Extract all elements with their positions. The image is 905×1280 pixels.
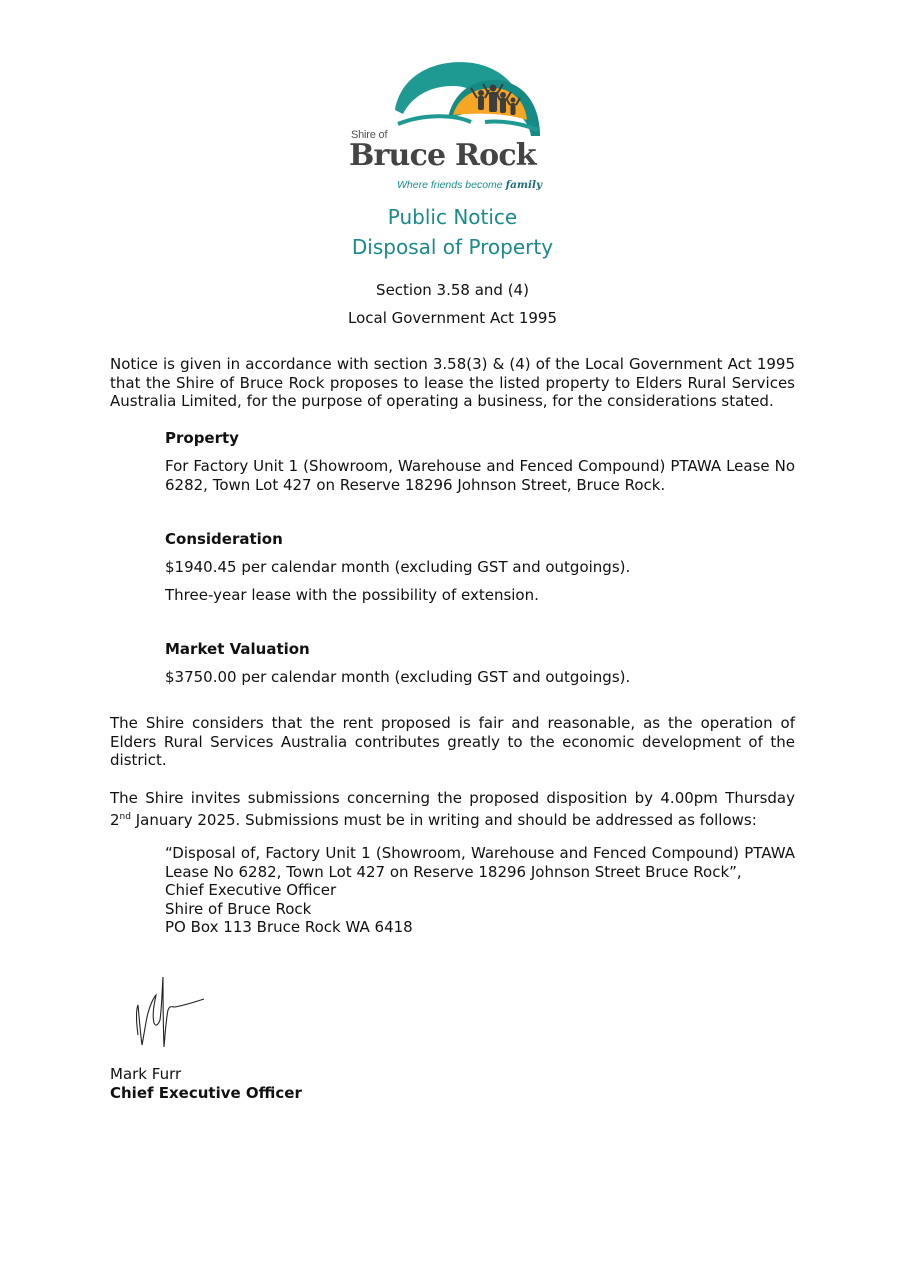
property-heading: Property [165,429,239,447]
notice-title: Public Notice [387,205,518,229]
signatory-title: Chief Executive Officer [110,1084,302,1102]
consideration-term: Three-year lease with the possibility of extension. [165,586,539,604]
signature-icon [130,975,210,1055]
act-reference: Local Government Act 1995 [347,309,558,327]
intro-paragraph: Notice is given in accordance with section 3.58(3) & (4) of the Local Government Act 1995 that the Shire of Bruce Rock proposes to lease the listed property to Elders Rural Services Australia Limited, for the purpose of operating a business, for the considerations stated. [110,355,795,410]
submissions-text-start: The Shire invites submissions concerning the proposed disposition by 4.00pm Thursday 2 [110,789,795,829]
fairness-paragraph: The Shire considers that the rent proposed is fair and reasonable, as the operation of Elders Rural Services Australia contributes greatly to the economic development of the district. [110,714,795,769]
market-valuation-heading: Market Valuation [165,640,310,658]
consideration-amount: $1940.45 per calendar month (excluding GST and outgoings). [165,558,631,576]
logo-prefix: Shire of [351,129,388,141]
tagline-text: Where friends become [397,179,506,191]
address-line-1: Chief Executive Officer [165,881,337,899]
shire-logo [345,58,550,198]
submissions-paragraph [110,789,795,829]
tagline-emphasis: family [505,179,543,191]
submission-address [165,844,795,937]
property-description: For Factory Unit 1 (Showroom, Warehouse and Fenced Compound) PTAWA Lease No 6282, Town Lot 427 on Reserve 18296 Johnson Street, Bruce Rock. [165,457,795,494]
notice-subtitle: Disposal of Property [351,235,554,259]
ordinal-suffix: nd [119,811,131,822]
address-line-3: PO Box 113 Bruce Rock WA 6418 [165,918,413,936]
address-line-2: Shire of Bruce Rock [165,899,312,918]
logo-tagline [397,179,542,191]
section-reference: Section 3.58 and (4) [376,281,529,299]
signatory-name: Mark Furr [110,1065,182,1083]
logo-name: Bruce Rock [349,138,536,173]
submissions-text-end: January 2025. Submissions must be in writing and should be addressed as follows: [130,810,757,829]
market-valuation-amount: $3750.00 per calendar month (excluding GST and outgoings). [165,668,631,686]
hills-sun-family-icon [393,58,543,138]
consideration-heading: Consideration [165,530,283,548]
address-subject: “Disposal of, Factory Unit 1 (Showroom, Warehouse and Fenced Compound) PTAWA Lease No 6282, Town Lot 427 on Reserve 18296 Johnson Street Bruce Rock”, [165,844,795,881]
